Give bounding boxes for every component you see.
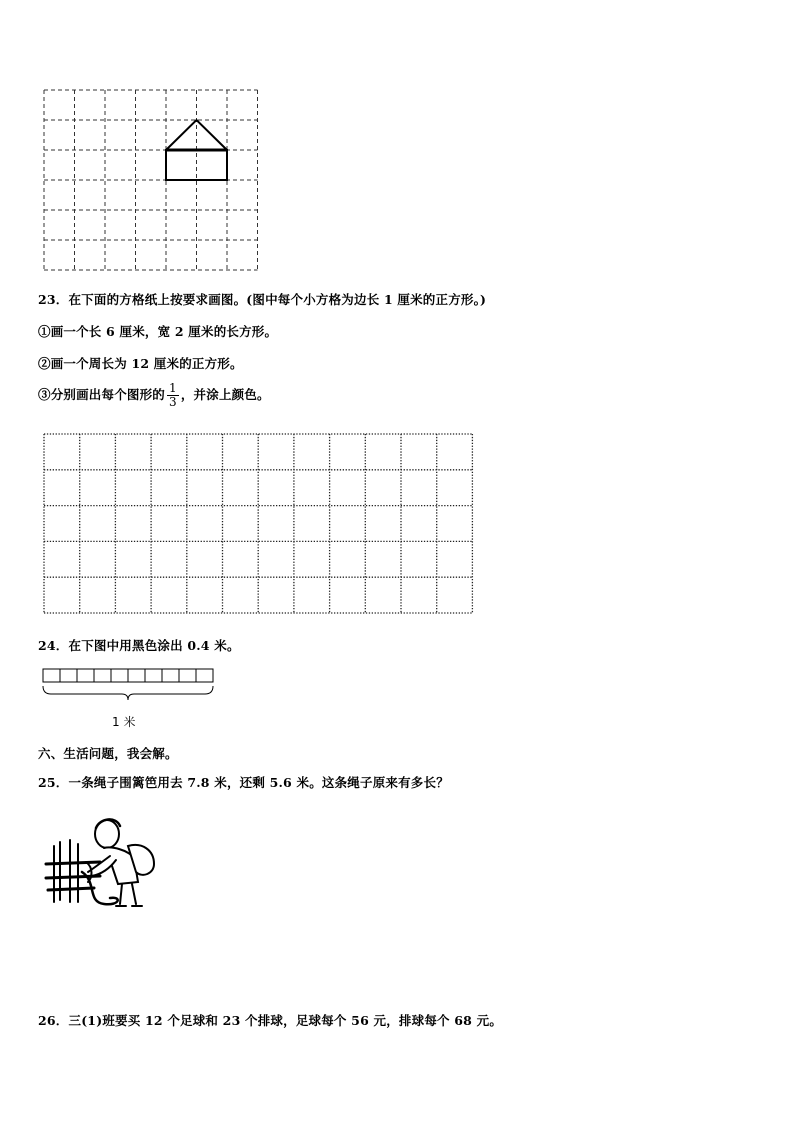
strip-segment xyxy=(145,669,162,682)
fraction-denominator: 3 xyxy=(169,395,177,409)
brace-label: 1 米 xyxy=(112,715,136,729)
strip-segment xyxy=(128,669,145,682)
q26-title: 26．三(1)班要买 12 个足球和 23 个排球，足球每个 56 元，排球每个 68 元。 xyxy=(38,1013,503,1028)
section-6-title: 六、生活问题，我会解。 xyxy=(38,746,178,761)
top-dashed-grid xyxy=(44,90,259,272)
strip-segment xyxy=(196,669,213,682)
brace xyxy=(43,686,213,700)
strip-segment xyxy=(162,669,179,682)
fraction-one-third xyxy=(167,382,179,409)
q23-item-1: ①画一个长 6 厘米，宽 2 厘米的长方形。 xyxy=(38,324,278,339)
strip-segment xyxy=(60,669,77,682)
q24-title: 24．在下图中用黑色涂出 0.4 米。 xyxy=(38,638,240,653)
strip-segment xyxy=(94,669,111,682)
q23-item-3-prefix: ③分别画出每个图形的 xyxy=(38,387,166,402)
q23-item-3 xyxy=(38,382,270,409)
q25-title: 25．一条绳子围篱笆用去 7.8 米，还剩 5.6 米。这条绳子原来有多长？ xyxy=(38,775,449,790)
fraction-numerator: 1 xyxy=(169,381,177,395)
q23-title: 23．在下面的方格纸上按要求画图。(图中每个小方格为边长 1 厘米的正方形。) xyxy=(38,292,487,307)
strip-segment xyxy=(77,669,94,682)
q23-item-2: ②画一个周长为 12 厘米的正方形。 xyxy=(38,356,243,371)
boy-fence-illustration xyxy=(42,812,162,912)
strip-segment xyxy=(111,669,128,682)
dotted-drawing-grid xyxy=(44,434,474,614)
strip-segment xyxy=(179,669,196,682)
q23-item-3-suffix: ，并涂上颜色。 xyxy=(180,387,270,402)
strip-segment xyxy=(43,669,60,682)
